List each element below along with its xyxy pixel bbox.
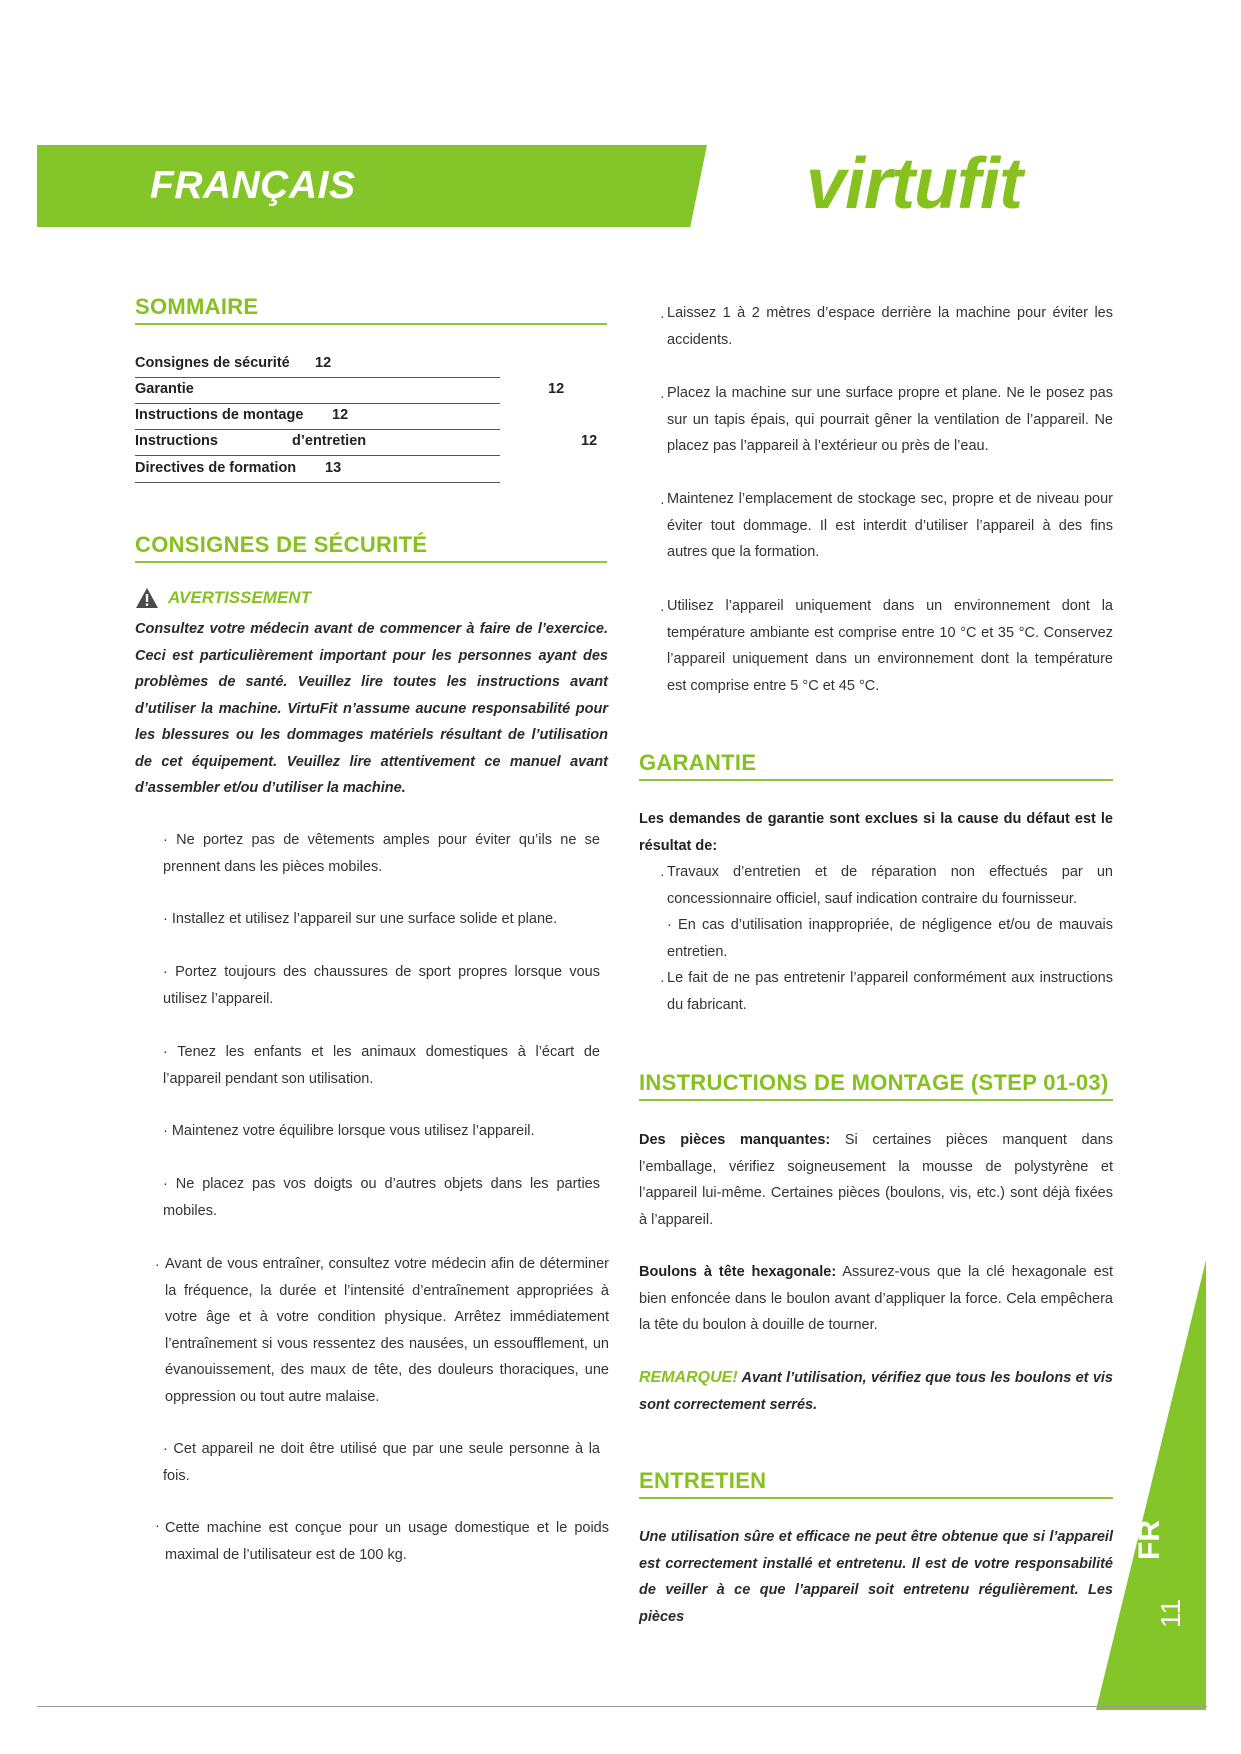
toc-page: 12 bbox=[332, 407, 349, 423]
toc-item[interactable] bbox=[135, 405, 500, 430]
toc-label: Garantie bbox=[135, 381, 194, 397]
toc-label: Consignes de sécurité bbox=[135, 355, 290, 371]
toc-item[interactable] bbox=[135, 458, 500, 483]
montage-label-2: Boulons à tête hexagonale: bbox=[639, 1264, 837, 1280]
toc-page: 12 bbox=[548, 381, 565, 397]
toc-label: Instructions de montage bbox=[135, 407, 304, 423]
toc-item[interactable] bbox=[135, 379, 565, 404]
list-item: · Ne portez pas de vêtements amples pour éviter qu’ils ne se prennent dans les pièces mobiles. bbox=[163, 832, 600, 875]
bullet-dot: · bbox=[660, 972, 665, 988]
toc-page: 13 bbox=[325, 460, 342, 476]
list-item: · Cet appareil ne doit être utilisé que par une seule personne à la fois. bbox=[163, 1441, 600, 1484]
toc-page: 12 bbox=[581, 433, 598, 449]
remark-text: Avant l’utilisation, vérifiez que tous les boulons et vis sont correctement serrés. bbox=[639, 1370, 1113, 1413]
list-item: · Ne placez pas vos doigts ou d’autres objets dans les parties mobiles. bbox=[163, 1176, 600, 1219]
bullet-dot: · bbox=[660, 866, 665, 882]
warning-text: Consultez votre médecin avant de commencer à faire de l’exercice. Ceci est particulièrement important pour les personnes ayant des problèmes de santé. Veuillez lire toutes les instructions avant d’utiliser la machine. VirtuFit n’assume aucune responsabilité pour les blessures ou les dommages matériels résultant de l’utilisation de cet équipement. Veuillez lire attentivement ce manuel avant d’assembler et/ou d’utiliser la machine. bbox=[135, 621, 608, 796]
garantie-intro: Les demandes de garantie sont exclues si la cause du défaut est le résultat de: bbox=[639, 811, 1113, 854]
securite-heading: CONSIGNES DE SÉCURITÉ bbox=[135, 532, 607, 563]
list-item: Le fait de ne pas entretenir l’appareil conformément aux instructions du fabricant. bbox=[667, 970, 1113, 1013]
list-item: Placez la machine sur une surface propre et plane. Ne le posez pas sur un tapis épais, qui pourrait gêner la ventilation de l’appareil. Ne placez pas l’appareil à l’extérieur ou près de l’eau. bbox=[667, 385, 1113, 454]
bullet-dot: · bbox=[155, 1517, 160, 1533]
header-banner bbox=[37, 145, 707, 227]
list-item: Laissez 1 à 2 mètres d’espace derrière la machine pour éviter les accidents. bbox=[667, 305, 1113, 348]
list-item: Travaux d’entretien et de réparation non effectués par un concessionnaire officiel, sauf indication contraire du fournisseur. bbox=[667, 864, 1113, 907]
toc-label: Directives de formation bbox=[135, 460, 297, 476]
warning-icon bbox=[135, 587, 159, 609]
toc-label-2: d’entretien bbox=[292, 433, 367, 449]
language-code: FR bbox=[1133, 1520, 1166, 1560]
bullet-dot: · bbox=[660, 388, 665, 404]
list-item: · Portez toujours des chaussures de sport propres lorsque vous utilisez l’appareil. bbox=[163, 964, 600, 1007]
garantie-heading: GARANTIE bbox=[639, 750, 1113, 781]
list-item: · En cas d’utilisation inappropriée, de négligence et/ou de mauvais entretien. bbox=[667, 917, 1113, 960]
montage-paragraph-2 bbox=[639, 1259, 1113, 1339]
list-item: · Tenez les enfants et les animaux domestiques à l’écart de l’appareil pendant son utilisation. bbox=[163, 1044, 600, 1087]
sommaire-heading: SOMMAIRE bbox=[135, 294, 607, 325]
entretien-text: Une utilisation sûre et efficace ne peut être obtenue que si l’appareil est correctement installé et entretenu. Il est de votre responsabilité de veiller à ce que l’appareil soit entretenu régulièrement. Les pièces bbox=[639, 1529, 1113, 1625]
warning-title bbox=[135, 586, 311, 610]
entretien-heading: ENTRETIEN bbox=[639, 1468, 1113, 1499]
bullet-dot: · bbox=[660, 494, 665, 510]
montage-text-2: Assurez-vous que la clé hexagonale est bien enfoncée dans le boulon avant d’appliquer la force. Cela empêchera la tête du boulon à douille de tourner. bbox=[639, 1264, 1113, 1333]
bullet-dot: · bbox=[155, 1256, 160, 1272]
warning-label: AVERTISSEMENT bbox=[168, 588, 311, 607]
toc-item[interactable] bbox=[135, 431, 598, 456]
remark-label: REMARQUE! bbox=[639, 1369, 738, 1386]
list-item: Avant de vous entraîner, consultez votre médecin afin de déterminer la fréquence, la durée et l’intensité d’entraînement appropriées à votre âge et à votre condition physique. Arrêtez immédiatement l’entraînement si vous ressentez des nausées, un essoufflement, un évanouissement, des maux de tête, des douleurs thoraciques, une oppression ou tout autre malaise. bbox=[165, 1256, 609, 1405]
page-title: FRANÇAIS bbox=[150, 164, 356, 207]
list-item: Utilisez l’appareil uniquement dans un environnement dont la température ambiante est comprise entre 10 °C et 35 °C. Conservez l’appareil uniquement dans un environnement dont la température est comprise entre 5 °C et 45 °C. bbox=[667, 598, 1113, 694]
bullet-dot: · bbox=[660, 308, 665, 324]
toc-label: Instructions bbox=[135, 433, 218, 449]
brand-logo: virtufit bbox=[806, 144, 1022, 224]
toc-item[interactable] bbox=[135, 353, 500, 378]
remark bbox=[639, 1365, 1113, 1418]
list-item: · Maintenez votre équilibre lorsque vous utilisez l’appareil. bbox=[163, 1123, 535, 1139]
montage-text-1: Si certaines pièces manquent dans l’emballage, vérifiez soigneusement la mousse de polystyrène et l’appareil lui-même. Certaines pièces (boulons, vis, etc.) sont déjà fixées à l’appareil. bbox=[639, 1132, 1113, 1228]
montage-paragraph-1 bbox=[639, 1127, 1113, 1233]
toc-page: 12 bbox=[315, 355, 332, 371]
list-item: Cette machine est conçue pour un usage domestique et le poids maximal de l’utilisateur est de 100 kg. bbox=[165, 1520, 609, 1563]
list-item: · Installez et utilisez l’appareil sur une surface solide et plane. bbox=[163, 911, 558, 927]
montage-label-1: Des pièces manquantes: bbox=[639, 1132, 831, 1148]
montage-heading: INSTRUCTIONS DE MONTAGE (STEP 01-03) bbox=[639, 1070, 1113, 1101]
bullet-dot: · bbox=[660, 601, 665, 617]
page-number: 11 bbox=[1155, 1598, 1186, 1628]
footer-divider bbox=[37, 1706, 1207, 1707]
list-item: Maintenez l’emplacement de stockage sec, propre et de niveau pour éviter tout dommage. Il est interdit d’utiliser l’appareil à des fins autres que la formation. bbox=[667, 491, 1113, 560]
